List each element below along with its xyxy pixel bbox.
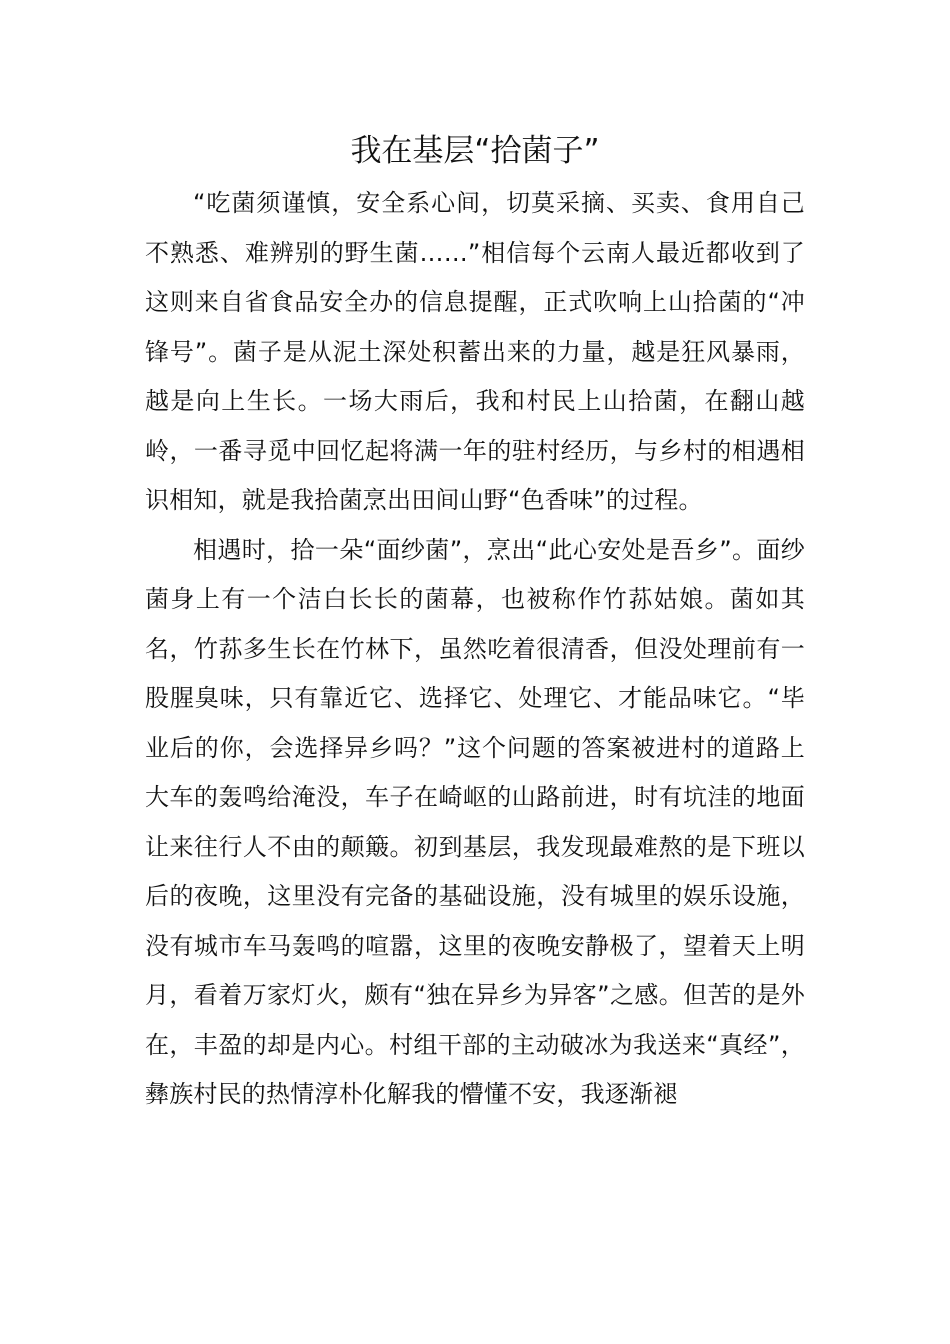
document-body	[145, 179, 805, 1120]
document-title: 我在基层“拾菌子”	[350, 133, 600, 169]
paragraph: 相遇时，拾一朵“面纱菌”，烹出“此心安处是吾乡”。面纱菌身上有一个洁白长长的菌幕，也被称作竹荪姑娘。菌如其名，竹荪多生长在竹林下，虽然吃着很清香，但没处理前有一股腥臭味，只有靠近它、选择它、处理它、才能品味它。“毕业后的你，会选择异乡吗？”这个问题的答案被进村的道路上大车的轰鸣给淹没，车子在崎岖的山路前进，时有坑洼的地面让来往行人不由的颠簸。初到基层，我发现最难熬的是下班以后的夜晚，这里没有完备的基础设施，没有城里的娱乐设施，没有城市车马轰鸣的喧嚣，这里的夜晚安静极了，望着天上明月，看着万家灯火，颇有“独在异乡为异客”之感。但苦的是外在，丰盈的却是内心。村组干部的主动破冰为我送来“真经”，彝族村民的热情淳朴化解我的懵懂不安，我逐渐褪	[145, 535, 805, 1108]
paragraph: “吃菌须谨慎，安全系心间，切莫采摘、买卖、食用自己不熟悉、难辨别的野生菌……”相信每个云南人最近都收到了这则来自省食品安全办的信息提醒，正式吹响上山拾菌的“冲锋号”。菌子是从泥土深处积蓄出来的力量，越是狂风暴雨，越是向上生长。一场大雨后，我和村民上山拾菌，在翻山越岭，一番寻觅中回忆起将满一年的驻村经历，与乡村的相遇相识相知，就是我拾菌烹出田间山野“色香味”的过程。	[145, 189, 805, 514]
